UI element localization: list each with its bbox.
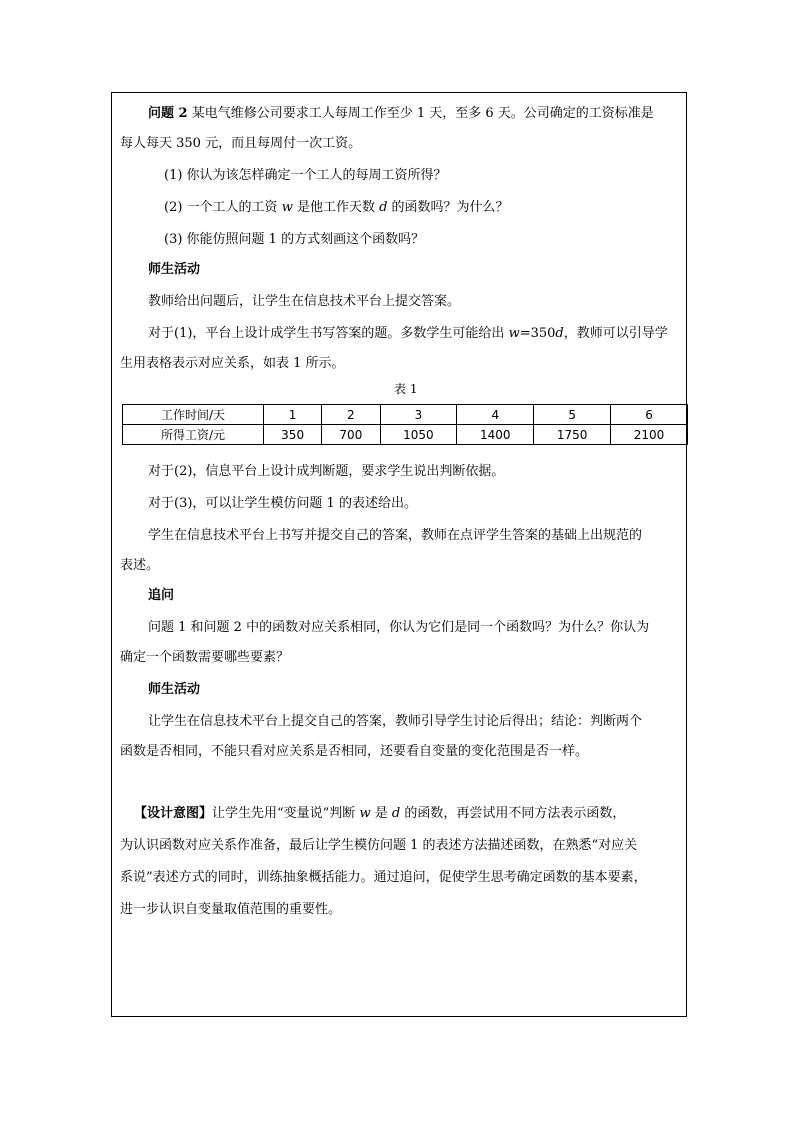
after-table-p1: 对于(2)，信息平台上设计成判断题，要求学生说出判断依据。 [148, 464, 505, 479]
table-cell: 1400 [457, 425, 534, 445]
formula-eq: =350 [519, 326, 556, 341]
design-l1-a: 让学生先用“变量说”判断 [212, 806, 360, 821]
activity1-p2-b: ，教师可以引导学 [563, 326, 668, 341]
design-line2: 为认识函数对应关系作准备，最后让学生模仿问题 1 的表述方法描述函数，在熟悉“对应关 [120, 838, 638, 853]
design-label: 【设计意图】 [134, 806, 213, 821]
table-cell: 2100 [611, 425, 688, 445]
table-cell: 350 [264, 425, 322, 445]
table-cell: 1 [264, 405, 322, 425]
table-cell: 2 [322, 405, 380, 425]
table-cell: 1750 [534, 425, 611, 445]
design-line3: 系说”表述方式的同时，训练抽象概括能力。通过追问，促使学生思考确定函数的基本要素， [120, 870, 647, 885]
problem2-text1: 某电气维修公司要求工人每周工作至少 1 天，至多 6 天。公司确定的工资标准是 [187, 106, 654, 121]
activity2-heading: 师生活动 [148, 682, 201, 697]
problem2-label: 问题 2 [148, 106, 188, 121]
problem2-line1 [148, 105, 654, 123]
activity2-line1: 让学生在信息技术平台上提交自己的答案，教师引导学生讨论后得出；结论：判断两个 [148, 714, 643, 729]
design-var-d: d [391, 806, 401, 821]
followup-line2: 确定一个函数需要哪些要素？ [120, 650, 290, 665]
table-cell: 5 [534, 405, 611, 425]
q2-part-a: (2) 一个工人的工资 [164, 200, 282, 215]
question-1: (1) 你认为该怎样确定一个工人的每周工资所得？ [164, 168, 447, 183]
activity1-p1: 教师给出问题后，让学生在信息技术平台上提交答案。 [148, 294, 461, 309]
table-cell: 700 [322, 425, 380, 445]
activity2-line2: 函数是否相同，不能只看对应关系是否相同，还要看自变量的变化范围是否一样。 [120, 744, 589, 759]
design-l1-b: 是 [370, 806, 392, 821]
row-label-wages: 所得工资/元 [123, 425, 264, 445]
design-l1-c: 的函数，再尝试用不同方法表示函数， [400, 806, 626, 821]
question-2 [164, 199, 509, 217]
content-frame [111, 92, 687, 1017]
design-line1 [134, 805, 625, 823]
q2-part-b: 是他工作天数 [292, 200, 380, 215]
table-cell: 3 [380, 405, 457, 425]
design-line4: 进一步认识自变量取值范围的重要性。 [120, 902, 342, 917]
design-var-w: w [359, 806, 371, 821]
after-table-p2: 对于(3)，可以让学生模仿问题 1 的表述给出。 [148, 496, 417, 511]
question-3: (3) 你能仿照问题 1 的方式刻画这个函数吗？ [164, 232, 425, 247]
table-cell: 4 [457, 405, 534, 425]
followup-heading: 追问 [148, 588, 175, 603]
problem2-line2: 每人每天 350 元，而且每周付一次工资。 [120, 136, 362, 151]
q2-var-d: d [379, 200, 388, 215]
q2-part-c: 的函数吗？为什么？ [387, 200, 509, 215]
q2-var-w: w [281, 200, 293, 215]
activity1-p2-line1 [148, 325, 668, 343]
after-table-p3-line2: 表述。 [120, 558, 160, 573]
table-cell: 1050 [380, 425, 457, 445]
followup-line1: 问题 1 和问题 2 中的函数对应关系相同，你认为它们是同一个函数吗？为什么？你认为 [148, 620, 650, 635]
activity1-heading: 师生活动 [148, 262, 201, 277]
table-row-days [123, 405, 688, 425]
activity1-p2-line2: 生用表格表示对应关系，如表 1 所示。 [120, 356, 345, 371]
row-label-days: 工作时间/天 [123, 405, 264, 425]
table-row-wages [123, 425, 688, 445]
formula-w: w [508, 326, 520, 341]
formula-d: d [555, 326, 564, 341]
activity1-p2-a: 对于(1)，平台上设计成学生书写答案的题。多数学生可能给出 [148, 326, 509, 341]
table-cell: 6 [611, 405, 688, 425]
table-1 [122, 404, 688, 445]
table-caption: 表 1 [394, 382, 418, 396]
after-table-p3-line1: 学生在信息技术平台上书写并提交自己的答案，教师在点评学生答案的基础上出规范的 [148, 528, 643, 543]
